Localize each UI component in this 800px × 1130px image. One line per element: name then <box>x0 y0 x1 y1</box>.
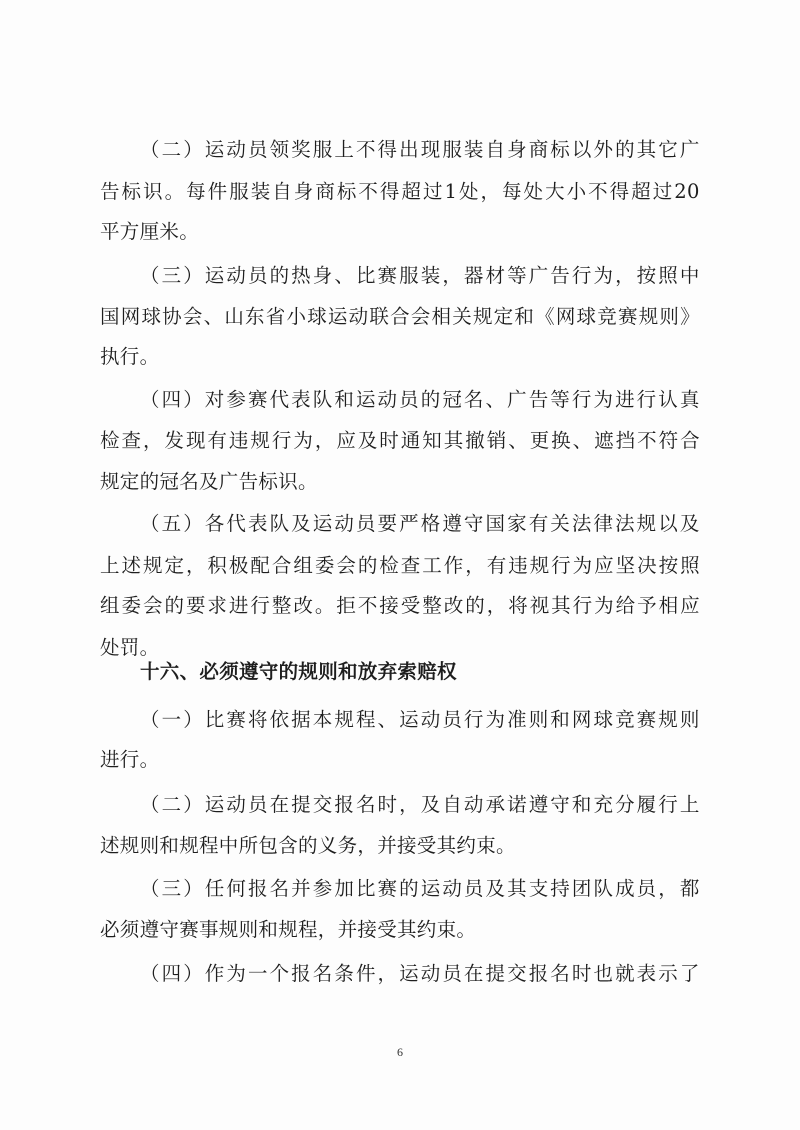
paragraph-line: （ 四 ） 作 为 一 个 报 名 条 件 ， 运 动 员 在 提 交 报 名 时 也 就 表 示 了 <box>140 962 700 985</box>
paragraph-line: 检 查 ， 发 现 有 违 规 行 为 ， 应 及 时 通 知 其 撤 销 、 更 换 、 遮 挡 不 符 合 <box>100 429 700 452</box>
paragraph-line: 处罚。 <box>100 636 160 659</box>
paragraph-line: 进行。 <box>100 748 160 771</box>
paragraph-line: 必须遵守赛事规则和规程，并接受其约束。 <box>100 918 477 941</box>
paragraph-line: 上 述 规 定 ， 积 极 配 合 组 委 会 的 检 查 工 作 ， 有 违 规 行 为 应 坚 决 按 照 <box>100 554 700 577</box>
paragraph-line: （ 一 ） 比 赛 将 依 据 本 规 程 、 运 动 员 行 为 准 则 和 网 球 竞 赛 规 则 <box>140 708 700 731</box>
paragraph-line: （ 四 ） 对 参 赛 代 表 队 和 运 动 员 的 冠 名 、 广 告 等 行 为 进 行 认 真 <box>140 388 700 411</box>
paragraph-line: （ 五 ） 各 代 表 队 及 运 动 员 要 严 格 遵 守 国 家 有 关 法 律 法 规 以 及 <box>140 512 700 535</box>
paragraph-line: 平方厘米。 <box>100 220 200 243</box>
paragraph-line: （ 二 ） 运 动 员 领 奖 服 上 不 得 出 现 服 装 自 身 商 标 以 外 的 其 它 广 <box>140 138 700 161</box>
paragraph-line: 规定的冠名及广告标识。 <box>100 470 318 493</box>
paragraph-line: （ 二 ） 运 动 员 在 提 交 报 名 时 ， 及 自 动 承 诺 遵 守 和 充 分 履 行 上 <box>140 793 700 816</box>
paragraph-line: 述规则和规程中所包含的义务，并接受其约束。 <box>100 834 516 857</box>
paragraph-line: 国 网 球 协 会 、 山 东 省 小 球 运 动 联 合 会 相 关 规 定 和 《 网 球 竞 赛 规 则 》 <box>100 305 700 328</box>
paragraph-line: （ 三 ） 运 动 员 的 热 身 、 比 赛 服 装 ， 器 材 等 广 告 行 为 ， 按 照 中 <box>140 264 700 287</box>
page-number: 6 <box>397 1045 403 1059</box>
section-heading-line: 十六、必须遵守的规则和放弃索赔权 <box>140 660 457 683</box>
paragraph-line: 执行。 <box>100 345 160 368</box>
paragraph-line: （ 三 ） 任 何 报 名 并 参 加 比 赛 的 运 动 员 及 其 支 持 团 队 成 员 ， 都 <box>140 877 700 900</box>
paragraph-line: 告 标 识 。 每 件 服 装 自 身 商 标 不 得 超 过 1 处 ， 每 处 大 小 不 得 超 过 20 <box>100 180 700 203</box>
paragraph-line: 组 委 会 的 要 求 进 行 整 改 。 拒 不 接 受 整 改 的 ， 将 视 其 行 为 给 予 相 应 <box>100 594 700 617</box>
